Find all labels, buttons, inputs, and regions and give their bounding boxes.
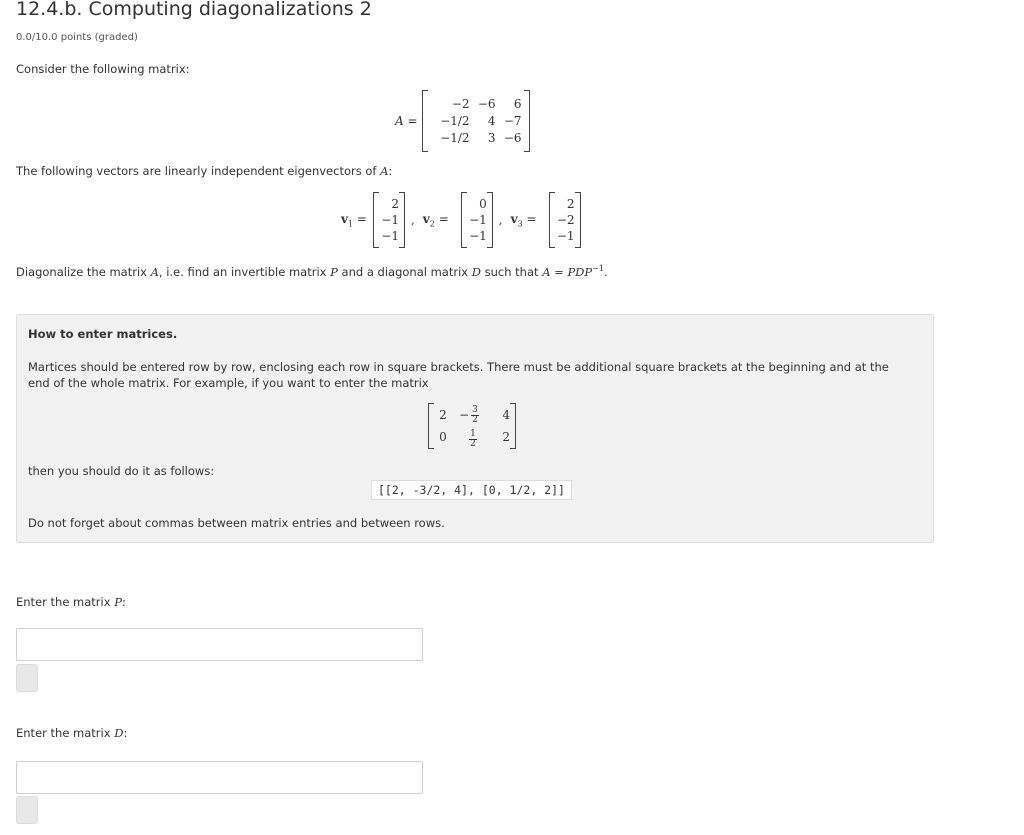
example-r1c1: 2: [439, 408, 447, 422]
v2-vector: [467, 197, 487, 243]
v3-entry: 2: [566, 197, 575, 211]
example-r2c2: $\frac{1}{2}$: [470, 429, 476, 449]
eigen-var: A: [380, 164, 389, 178]
v2-comma: ,: [498, 213, 503, 227]
diag-exponent: −1: [592, 264, 604, 273]
v3-entry: −1: [556, 229, 575, 243]
diag-equation: A = PDP: [542, 264, 593, 279]
eigen-text: [16, 164, 392, 178]
example-matrix: [428, 403, 516, 449]
d-label: Enter the matrix D:: [16, 726, 128, 740]
help-line-1: Martices should be entered row by row, enclosing each row in square brackets. There must be additional square brackets at the beginning and at the: [28, 360, 889, 374]
matrix-a-cell: −6: [477, 97, 496, 111]
help-line-2: end of the whole matrix. For example, if you want to enter the matrix: [28, 376, 429, 390]
example-code: [[2, -3/2, 4], [0, 1/2, 2]]: [371, 480, 572, 500]
matrix-a-display: [395, 90, 530, 152]
matrix-d-input[interactable]: [16, 761, 423, 794]
matrix-a-label: A =: [395, 114, 418, 128]
matrix-a-cell: −1/2: [440, 131, 470, 145]
matrix-d-preview-button[interactable]: [16, 796, 38, 824]
v2-entry: −1: [469, 229, 487, 243]
v1-entry: 2: [391, 197, 399, 211]
help-then-text: then you should do it as follows:: [28, 464, 215, 478]
v3-vector: [555, 197, 575, 243]
v1-entry: −1: [381, 213, 399, 227]
v1-label: $v_1$ =: [341, 211, 367, 229]
intro-text: Consider the following matrix:: [16, 62, 190, 76]
matrix-a-cell: 6: [513, 97, 522, 111]
matrix-a-grid: [428, 97, 524, 145]
diagonalize-text: Diagonalize the matrix A, i.e. find an invertible matrix P and a diagonal matrix D such that $A = PDP^{-1}$.: [16, 264, 608, 279]
diag-var-d: D: [471, 264, 481, 279]
matrix-p-input[interactable]: [16, 628, 423, 661]
problem-title: 12.4.b. Computing diagonalizations 2: [16, 0, 372, 20]
eigen-colon: :: [388, 164, 393, 178]
v2-label: $v_2$ =: [422, 211, 449, 229]
matrix-a-cell: −1/2: [440, 114, 470, 128]
example-r2c3: 2: [502, 430, 510, 444]
help-reminder: Do not forget about commas between matrix entries and between rows.: [28, 516, 445, 530]
matrix-p-preview-button[interactable]: [16, 664, 38, 692]
matrix-a-cell: 3: [487, 131, 496, 145]
example-r1c2: − $\frac{3}{2}$: [459, 404, 478, 425]
matrix-a-cell: −7: [503, 114, 522, 128]
p-label: Enter the matrix P:: [16, 595, 126, 609]
example-r2c1: 0: [439, 430, 447, 444]
v3-entry: −2: [556, 213, 575, 227]
diag-var-a: A: [150, 264, 159, 279]
v3-label: $v_3$ =: [510, 211, 537, 229]
v2-entry: 0: [479, 197, 487, 211]
eigenvectors-display: [341, 192, 581, 248]
matrix-a-cell: −6: [503, 131, 522, 145]
matrix-a-cell: 4: [487, 114, 496, 128]
v1-vector: [379, 197, 399, 243]
v1-comma: ,: [410, 213, 415, 227]
points-status: 0.0/10.0 points (graded): [16, 32, 138, 43]
diag-var-p: P: [330, 264, 338, 279]
eigen-text-main: The following vectors are linearly independent eigenvectors of: [16, 164, 377, 178]
example-r1c3: 4: [502, 408, 510, 422]
v1-entry: −1: [381, 229, 399, 243]
v2-entry: −1: [469, 213, 487, 227]
help-heading: How to enter matrices.: [28, 327, 178, 341]
matrix-a-cell: −2: [451, 97, 470, 111]
